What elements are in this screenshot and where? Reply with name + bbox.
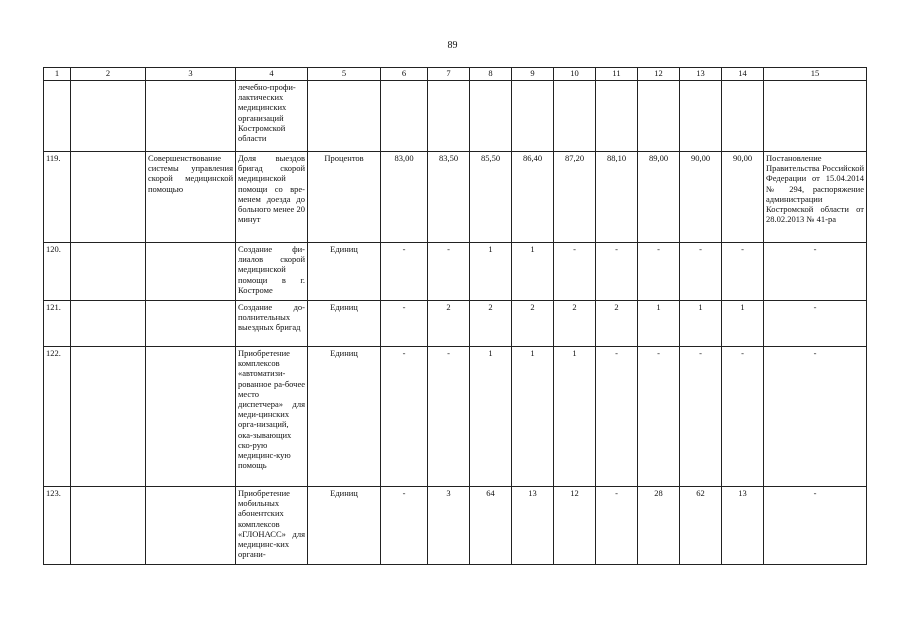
value-cell: 1 <box>638 301 680 347</box>
col-header: 13 <box>680 68 722 81</box>
value-cell: - <box>381 487 428 565</box>
value-cell: 1 <box>554 347 596 487</box>
value-cell <box>680 81 722 152</box>
value-cell: 1 <box>512 347 554 487</box>
value-cell: 12 <box>554 487 596 565</box>
table-row <box>44 347 867 487</box>
document-cell: - <box>764 487 867 565</box>
table-row <box>44 152 867 243</box>
measure-cell <box>146 81 236 152</box>
measure-cell <box>146 487 236 565</box>
value-cell: - <box>381 243 428 301</box>
col-header: 4 <box>236 68 308 81</box>
value-cell: 2 <box>428 301 470 347</box>
col-header: 5 <box>308 68 381 81</box>
value-cell: 87,20 <box>554 152 596 243</box>
value-cell: - <box>596 347 638 487</box>
col-header: 6 <box>381 68 428 81</box>
value-cell: - <box>722 347 764 487</box>
indicator-cell: лечебно-профи-лактических медицинских организаций Костромской области <box>236 81 308 152</box>
col-header: 2 <box>71 68 146 81</box>
value-cell: 88,10 <box>596 152 638 243</box>
value-cell: 1 <box>470 347 512 487</box>
col-header: 1 <box>44 68 71 81</box>
value-cell <box>638 81 680 152</box>
value-cell: - <box>381 347 428 487</box>
value-cell: 83,00 <box>381 152 428 243</box>
col-header: 14 <box>722 68 764 81</box>
col-header: 10 <box>554 68 596 81</box>
document-cell: - <box>764 301 867 347</box>
page-number: 89 <box>447 40 458 51</box>
value-cell: - <box>680 347 722 487</box>
table-row <box>44 243 867 301</box>
value-cell <box>428 81 470 152</box>
value-cell: - <box>428 243 470 301</box>
indicator-cell: Приобретение комплексов «автоматизи-рованное ра-бочее место диспетчера» для меди-цинских орга-низаций, ока-зывающих ско-рую медицинс-кую помощь <box>236 347 308 487</box>
col-header: 8 <box>470 68 512 81</box>
row-number <box>44 81 71 152</box>
row-number: 121. <box>44 301 71 347</box>
value-cell: 2 <box>470 301 512 347</box>
value-cell: - <box>722 243 764 301</box>
col-header: 11 <box>596 68 638 81</box>
unit-cell: Единиц <box>308 301 381 347</box>
header-row <box>44 68 867 81</box>
row-number: 122. <box>44 347 71 487</box>
value-cell: 1 <box>722 301 764 347</box>
indicator-cell: Доля выездов бригад скорой медицинской помощи со вре-менем доезда до больного менее 20 минут <box>236 152 308 243</box>
col-header: 15 <box>764 68 867 81</box>
col-header: 9 <box>512 68 554 81</box>
value-cell <box>596 81 638 152</box>
empty-cell <box>71 243 146 301</box>
row-number: 123. <box>44 487 71 565</box>
value-cell: 13 <box>512 487 554 565</box>
empty-cell <box>71 81 146 152</box>
unit-cell <box>308 81 381 152</box>
value-cell: - <box>381 301 428 347</box>
value-cell: 90,00 <box>722 152 764 243</box>
value-cell: - <box>596 243 638 301</box>
table-row <box>44 81 867 152</box>
value-cell: 90,00 <box>680 152 722 243</box>
value-cell: 64 <box>470 487 512 565</box>
value-cell <box>722 81 764 152</box>
col-header: 7 <box>428 68 470 81</box>
table-row <box>44 487 867 565</box>
value-cell: 62 <box>680 487 722 565</box>
row-number: 120. <box>44 243 71 301</box>
empty-cell <box>71 152 146 243</box>
table-row <box>44 301 867 347</box>
document-cell: Постановление Правительства Российской Федерации от 15.04.2014 № 294, распоряжение администрации Костромской области от 28.02.2013 № 41-ра <box>764 152 867 243</box>
value-cell <box>470 81 512 152</box>
value-cell: 86,40 <box>512 152 554 243</box>
empty-cell <box>71 301 146 347</box>
value-cell: 13 <box>722 487 764 565</box>
measure-cell: Совершенствование системы управления скорой медицинской помощью <box>146 152 236 243</box>
document-cell <box>764 81 867 152</box>
unit-cell: Единиц <box>308 243 381 301</box>
unit-cell: Процентов <box>308 152 381 243</box>
value-cell: - <box>554 243 596 301</box>
unit-cell: Единиц <box>308 487 381 565</box>
value-cell: - <box>428 347 470 487</box>
indicator-cell: Создание до-полнительных выездных бригад <box>236 301 308 347</box>
document-cell: - <box>764 347 867 487</box>
measure-cell <box>146 301 236 347</box>
measure-cell <box>146 243 236 301</box>
row-number: 119. <box>44 152 71 243</box>
value-cell: - <box>680 243 722 301</box>
col-header: 3 <box>146 68 236 81</box>
col-header: 12 <box>638 68 680 81</box>
value-cell: 2 <box>596 301 638 347</box>
value-cell: - <box>638 243 680 301</box>
value-cell: 28 <box>638 487 680 565</box>
empty-cell <box>71 347 146 487</box>
measure-cell <box>146 347 236 487</box>
value-cell: 1 <box>470 243 512 301</box>
unit-cell: Единиц <box>308 347 381 487</box>
value-cell: 85,50 <box>470 152 512 243</box>
value-cell <box>554 81 596 152</box>
value-cell: 89,00 <box>638 152 680 243</box>
value-cell <box>381 81 428 152</box>
value-cell: 1 <box>512 243 554 301</box>
indicator-cell: Приобретение мобильных абонентских комплексов «ГЛОНАСС» для медицинс-ких органи- <box>236 487 308 565</box>
value-cell: - <box>638 347 680 487</box>
value-cell: 1 <box>680 301 722 347</box>
plan-table <box>43 67 867 565</box>
indicator-cell: Создание фи-лиалов скорой медицинской помощи в г. Костроме <box>236 243 308 301</box>
value-cell <box>512 81 554 152</box>
value-cell: 2 <box>512 301 554 347</box>
value-cell: - <box>596 487 638 565</box>
document-cell: - <box>764 243 867 301</box>
value-cell: 2 <box>554 301 596 347</box>
empty-cell <box>71 487 146 565</box>
value-cell: 3 <box>428 487 470 565</box>
value-cell: 83,50 <box>428 152 470 243</box>
